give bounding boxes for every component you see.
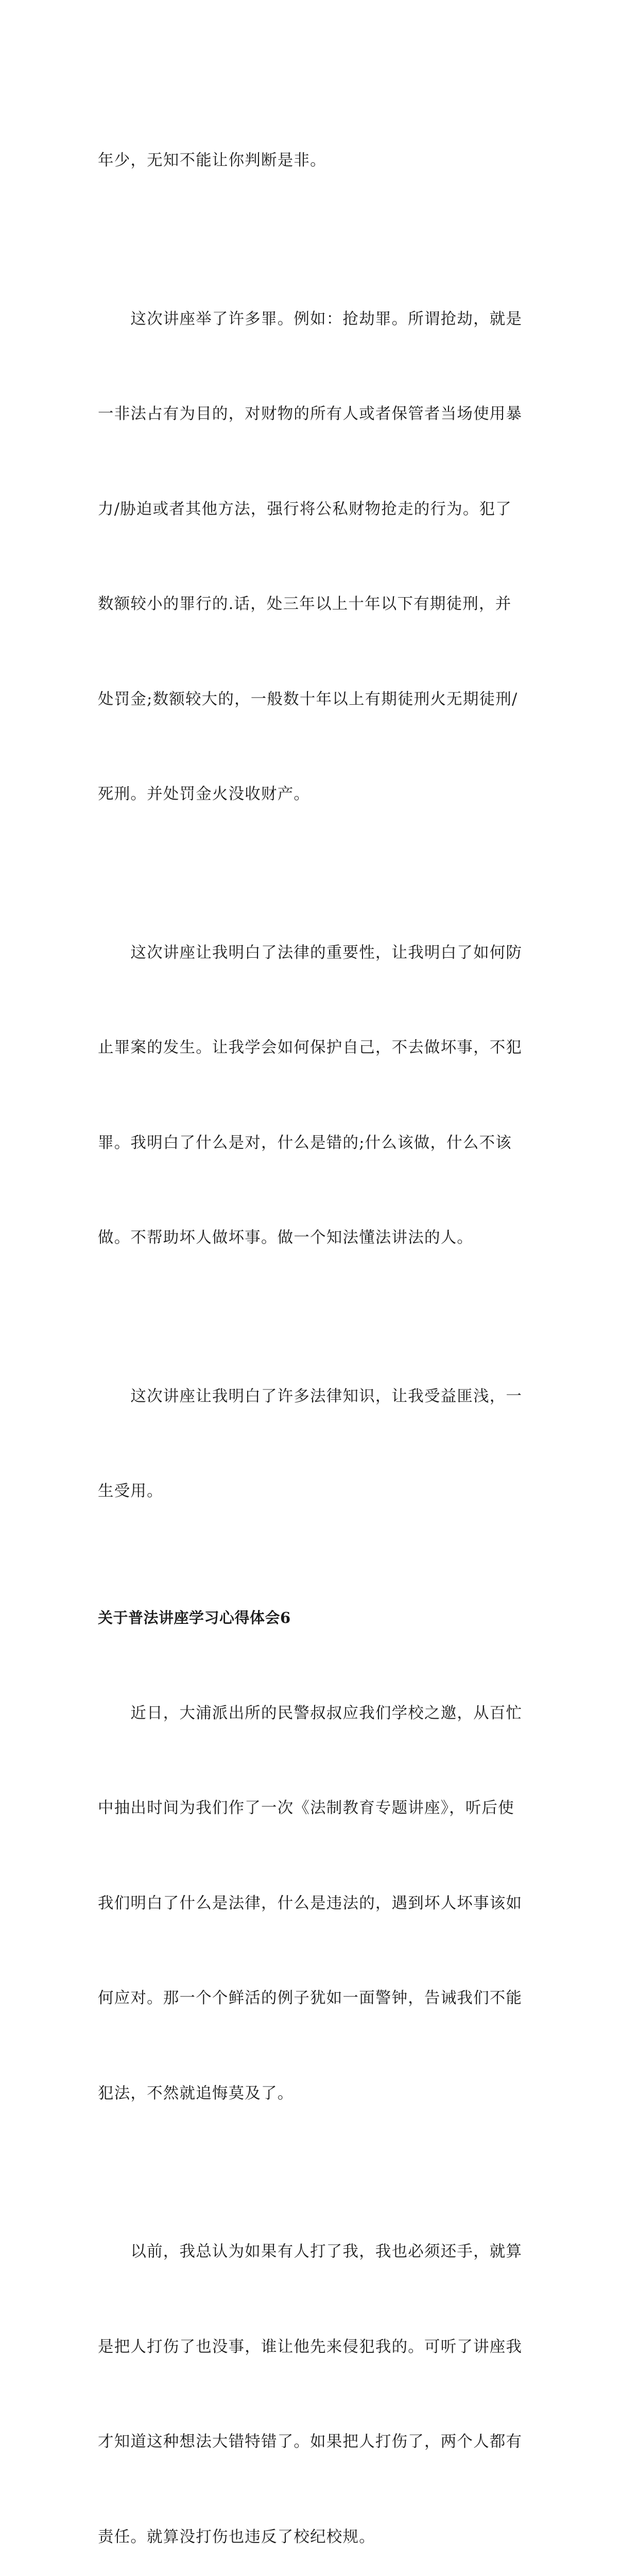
text-line: 才知道这种想法大错特错了。如果把人打伤了，两个人都有 <box>98 2433 523 2451</box>
text-line: 是把人打伤了也没事，谁让他先来侵犯我的。可听了讲座我 <box>98 2337 523 2356</box>
text-line: 责任。就算没打伤也违反了校纪校规。 <box>98 2528 375 2546</box>
text-line: 数额较小的罪行的.话，处三年以上十年以下有期徒刑，并 <box>98 595 512 613</box>
text-line: 近日，大浦派出所的民警叔叔应我们学校之邀，从百忙 <box>98 1704 523 1722</box>
text-line: 生受用。 <box>98 1482 163 1500</box>
text-line: 这次讲座让我明白了法律的重要性，让我明白了如何防 <box>98 943 523 962</box>
paragraph <box>98 81 542 240</box>
text-line: 犯法，不然就追悔莫及了。 <box>98 2084 294 2103</box>
paragraph <box>98 874 542 1317</box>
text-line: 年少，无知不能让你判断是非。 <box>98 151 326 170</box>
text-line: 何应对。那一个个鲜活的例子犹如一面警钟，告诫我们不能 <box>98 1989 523 2007</box>
document-body <box>98 81 542 2576</box>
paragraph <box>98 2173 542 2576</box>
text-line: 做。不帮助坏人做坏事。做一个知法懂法讲法的人。 <box>98 1229 474 1247</box>
text-line: 处罚金;数额较大的，一般数十年以上有期徒刑火无期徒刑/ <box>98 690 518 708</box>
text-line: 死刑。并处罚金火没收财产。 <box>98 785 310 803</box>
paragraph <box>98 1634 542 2173</box>
text-line: 中抽出时间为我们作了一次《法制教育专题讲座》，听后使 <box>98 1799 514 1817</box>
section-heading: 关于普法讲座学习心得体会6 <box>98 1609 291 1626</box>
text-line: 力/胁迫或者其他方法，强行将公私财物抢走的行为。犯了 <box>98 500 512 518</box>
paragraph <box>98 1317 542 1571</box>
text-line: 止罪案的发生。让我学会如何保护自己，不去做坏事，不犯 <box>98 1039 523 1057</box>
paragraph <box>98 240 542 874</box>
text-line: 一非法占有为目的，对财物的所有人或者保管者当场使用暴 <box>98 405 523 423</box>
text-line: 以前，我总认为如果有人打了我，我也必须还手，就算 <box>98 2243 523 2261</box>
text-line: 这次讲座举了许多罪。例如：抢劫罪。所谓抢劫，就是 <box>98 310 523 328</box>
text-line: 我们明白了什么是法律，什么是违法的，遇到坏人坏事该如 <box>98 1894 523 1912</box>
text-line: 这次讲座让我明白了许多法律知识，让我受益匪浅，一 <box>98 1387 523 1405</box>
text-line: 罪。我明白了什么是对，什么是错的;什么该做，什么不该 <box>98 1133 512 1152</box>
